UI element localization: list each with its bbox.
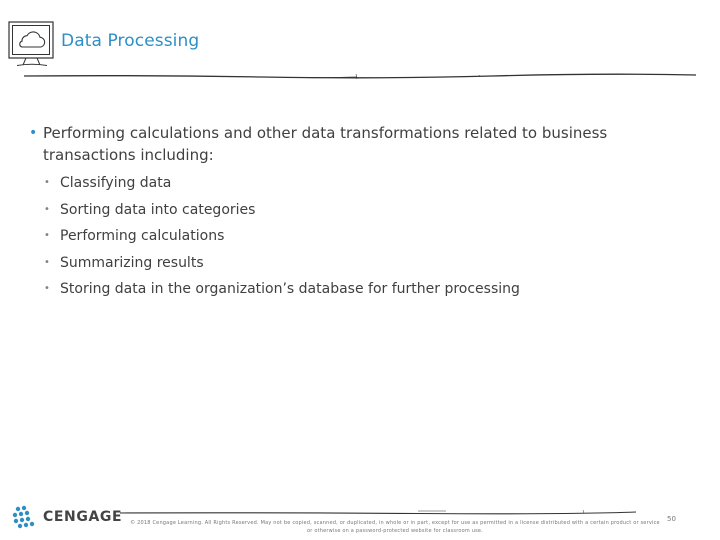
cengage-logo [12, 505, 122, 529]
list-item [44, 224, 520, 251]
bullet-dot-icon: • [29, 125, 38, 141]
footer-divider [118, 504, 638, 518]
page-number: 50 [667, 515, 676, 523]
sub-bullet-dot-icon: • [44, 177, 50, 188]
sub-bullet-dot-icon: • [44, 203, 50, 215]
list-item-text: Storing data in the organization’s database for further processing [60, 281, 520, 297]
list-item-text: Classifying data [60, 175, 172, 191]
logo-wordmark: CENGAGE [43, 509, 123, 525]
list-item-text: Sorting data into categories [60, 201, 256, 218]
list-item-text: Performing calculations [60, 228, 225, 244]
sub-bullet-dot-icon: • [44, 283, 50, 294]
sub-bullet-dot-icon: • [44, 256, 50, 268]
sub-bullet-dot-icon: • [44, 230, 50, 241]
sub-bullet-list [44, 171, 520, 304]
main-bullet [29, 122, 669, 166]
copyright-notice: © 2018 Cengage Learning. All Rights Reserved. May not be copied, scanned, or duplicated, in whole or in part, except for use as permitted in a license distributed with a certain product or service or otherwise on a password-protected website for classroom use. [130, 520, 660, 534]
list-item [44, 277, 520, 304]
cengage-dots-icon [12, 505, 40, 529]
list-item [44, 198, 520, 225]
main-bullet-text: Performing calculations and other data transformations related to business transactions including: [43, 124, 608, 164]
list-item-text: Summarizing results [60, 254, 204, 271]
slide-title: Data Processing [61, 31, 200, 51]
list-item [44, 251, 520, 278]
list-item [44, 171, 520, 198]
